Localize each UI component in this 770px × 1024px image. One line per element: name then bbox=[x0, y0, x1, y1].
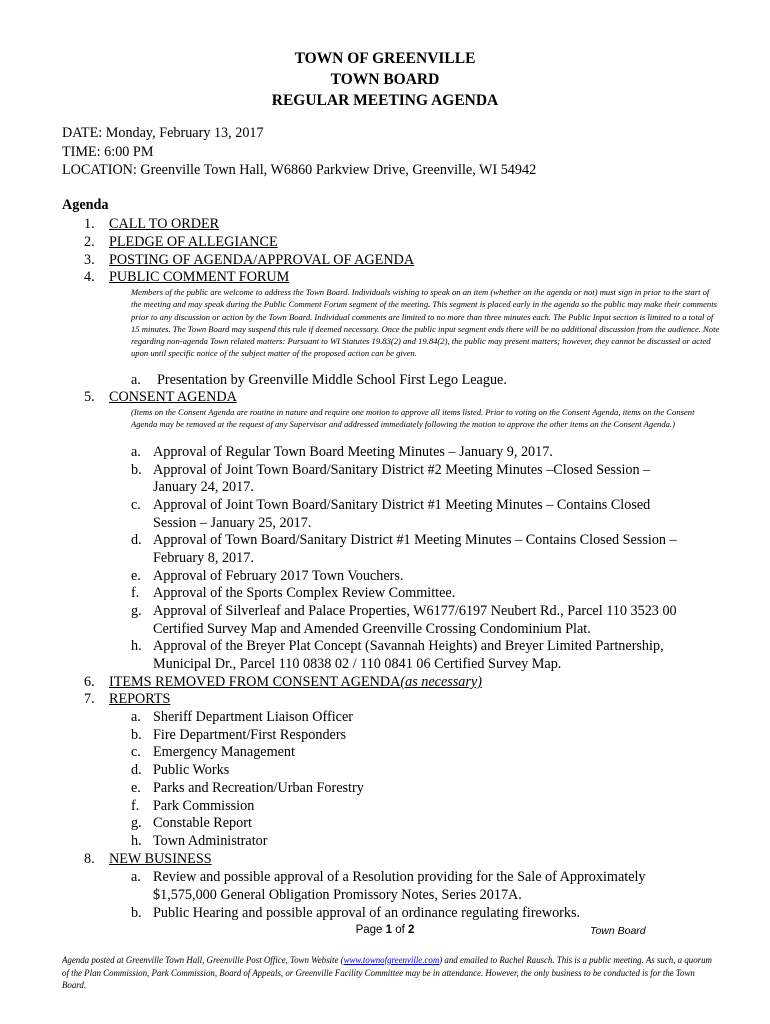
meeting-info bbox=[62, 124, 536, 180]
subitem-letter: d. bbox=[131, 762, 142, 778]
title-agenda: REGULAR MEETING AGENDA bbox=[271, 92, 499, 109]
item-number: 6. bbox=[84, 674, 95, 690]
subitem-text: Fire Department/First Responders bbox=[153, 727, 347, 743]
subitem-letter: f. bbox=[131, 798, 140, 814]
item-label bbox=[109, 673, 482, 691]
subitem-text: Park Commission bbox=[153, 798, 255, 814]
subitem-text: Town Administrator bbox=[153, 833, 268, 849]
subitem-text: Constable Report bbox=[153, 815, 252, 831]
item-label: NEW BUSINESS bbox=[109, 851, 212, 867]
subitem-letter: e. bbox=[131, 780, 141, 796]
item-number: 4. bbox=[84, 269, 95, 285]
subitem-text: Approval of Regular Town Board Meeting Minutes – January 9, 2017. bbox=[153, 444, 553, 460]
subitem-text: Public Works bbox=[153, 762, 230, 778]
subitem-letter: a. bbox=[131, 869, 141, 885]
document-title bbox=[0, 48, 770, 111]
meeting-time: TIME: 6:00 PM bbox=[62, 143, 154, 160]
page-number bbox=[0, 924, 770, 936]
footer-town-board: Town Board bbox=[590, 925, 646, 937]
item-number: 2. bbox=[84, 234, 95, 250]
item-label: PUBLIC COMMENT FORUM bbox=[109, 269, 290, 285]
subitem-text: January 24, 2017. bbox=[153, 479, 254, 495]
item-label: POSTING OF AGENDA/APPROVAL OF AGENDA bbox=[109, 252, 415, 268]
subitem-text: Approval of Silverleaf and Palace Properties, W6177/6197 Neubert Rd., Parcel 110 3523 00 bbox=[153, 603, 677, 619]
subitem-letter: d. bbox=[131, 532, 142, 548]
item-number: 3. bbox=[84, 252, 95, 268]
subitem-text: Review and possible approval of a Resolution providing for the Sale of Approximately bbox=[153, 869, 646, 885]
subitem-letter: g. bbox=[131, 815, 142, 831]
consent-agenda-note: (Items on the Consent Agenda are routine in nature and require one motion to approve all items listed. Prior to voting on the Consent Agenda, items on the Consent Agenda may be removed at the request of any Supervisor and addressed immediately following the motion to approve the other items on the Consent Agenda.) bbox=[131, 407, 695, 430]
subitem-text: Approval of Joint Town Board/Sanitary District #1 Meeting Minutes – Contains Closed bbox=[153, 497, 651, 513]
page-of: of bbox=[392, 924, 409, 936]
subitem-text: Presentation by Greenville Middle School First Lego League. bbox=[157, 372, 507, 388]
item-label: PLEDGE OF ALLEGIANCE bbox=[109, 234, 278, 250]
subitem-text: February 8, 2017. bbox=[153, 550, 254, 566]
subitem-text: Approval of the Sports Complex Review Committee. bbox=[153, 585, 456, 601]
item-label-text: ITEMS REMOVED FROM CONSENT AGENDA bbox=[109, 674, 401, 690]
subitem-text: Session – January 25, 2017. bbox=[153, 515, 312, 531]
item-label: CALL TO ORDER bbox=[109, 216, 220, 232]
subitem-letter: b. bbox=[131, 905, 142, 921]
subitem-letter: a. bbox=[131, 444, 141, 460]
page-prefix: Page bbox=[355, 924, 386, 936]
subitem-text: Emergency Management bbox=[153, 744, 295, 760]
subitem-letter: a. bbox=[131, 372, 141, 388]
item-label: REPORTS bbox=[109, 691, 171, 707]
subitem-letter: e. bbox=[131, 568, 141, 584]
item-label: CONSENT AGENDA bbox=[109, 389, 237, 405]
subitem-letter: h. bbox=[131, 833, 142, 849]
subitem-text: Sheriff Department Liaison Officer bbox=[153, 709, 354, 725]
subitem-letter: b. bbox=[131, 727, 142, 743]
page-current: 1 bbox=[385, 924, 393, 936]
subitem-letter: f. bbox=[131, 585, 140, 601]
item-number: 8. bbox=[84, 851, 95, 867]
subitem-text: Approval of Town Board/Sanitary District #1 Meeting Minutes – Contains Closed Session – bbox=[153, 532, 677, 548]
subitem-text: Approval of the Breyer Plat Concept (Savannah Heights) and Breyer Limited Partnership, bbox=[153, 638, 664, 654]
item-number: 5. bbox=[84, 389, 95, 405]
posting-notice-text-end: ) and emailed to Rachel Rausch. This is a public meeting. As such, a quorum of the Plan Commission, Park Commission, Board of Appeals, or Greenville Facility Committee may be in attendance. However, the only business to be conducted is for the Town Board. bbox=[62, 955, 712, 990]
subitem-letter: b. bbox=[131, 462, 142, 478]
subitem-text: Certified Survey Map and Amended Greenville Crossing Condominium Plat. bbox=[153, 621, 591, 637]
posting-notice-text: Agenda posted at Greenville Town Hall, Greenville Post Office, Town Website ( bbox=[62, 955, 344, 965]
public-comment-note: Members of the public are welcome to address the Town Board. Individuals wishing to speak on an item (whether on the agenda or not) must sign in prior to the start of the meeting and may speak during the Public Comment Forum segment of the meeting. This segment is placed early in the agenda so the public may make their comments prior to any discussion or action by the Town Board. Individual comments are limited to no more than three minutes each. The Public Input section is limited to a total of 15 minutes. The Town Board may suspend this rule if deemed necessary. Once the public input segment ends there will be no additional discussion from the audience. Note regarding non-agenda Town related matters: Pursuant to WI Statutes 19.83(2) and 19.84(2), the public may present matters; however, they cannot be discussed or acted upon until specific notice of the subject matter of the proposed action can be given. bbox=[131, 287, 720, 359]
title-town: TOWN OF GREENVILLE bbox=[294, 50, 476, 67]
subitem-text: $1,575,000 General Obligation Promissory Notes, Series 2017A. bbox=[153, 887, 522, 903]
posting-notice bbox=[62, 954, 712, 992]
page-total: 2 bbox=[408, 924, 415, 936]
item-number: 7. bbox=[84, 691, 95, 707]
subitem-text: Municipal Dr., Parcel 110 0838 02 / 110 0841 06 Certified Survey Map. bbox=[153, 656, 562, 672]
subitem-letter: c. bbox=[131, 744, 141, 760]
meeting-date: DATE: Monday, February 13, 2017 bbox=[62, 125, 264, 141]
subitem-letter: g. bbox=[131, 603, 142, 619]
meeting-location: LOCATION: Greenville Town Hall, W6860 Parkview Drive, Greenville, WI 54942 bbox=[62, 162, 537, 178]
subitem-text: Parks and Recreation/Urban Forestry bbox=[153, 780, 364, 796]
subitem-text: Approval of Joint Town Board/Sanitary District #2 Meeting Minutes –Closed Session – bbox=[153, 462, 651, 478]
town-website-link[interactable]: www.townofgreenville.com bbox=[343, 955, 440, 965]
subitem-letter: h. bbox=[131, 638, 142, 654]
subitem-letter: c. bbox=[131, 497, 141, 513]
subitem-text: Approval of February 2017 Town Vouchers. bbox=[153, 568, 404, 584]
subitem-letter: a. bbox=[131, 709, 141, 725]
item-number: 1. bbox=[84, 216, 95, 232]
agenda-heading: Agenda bbox=[62, 197, 109, 213]
title-board: TOWN BOARD bbox=[330, 71, 440, 88]
subitem-text: Public Hearing and possible approval of an ordinance regulating fireworks. bbox=[153, 905, 581, 921]
item-label-suffix: (as necessary) bbox=[400, 674, 482, 690]
